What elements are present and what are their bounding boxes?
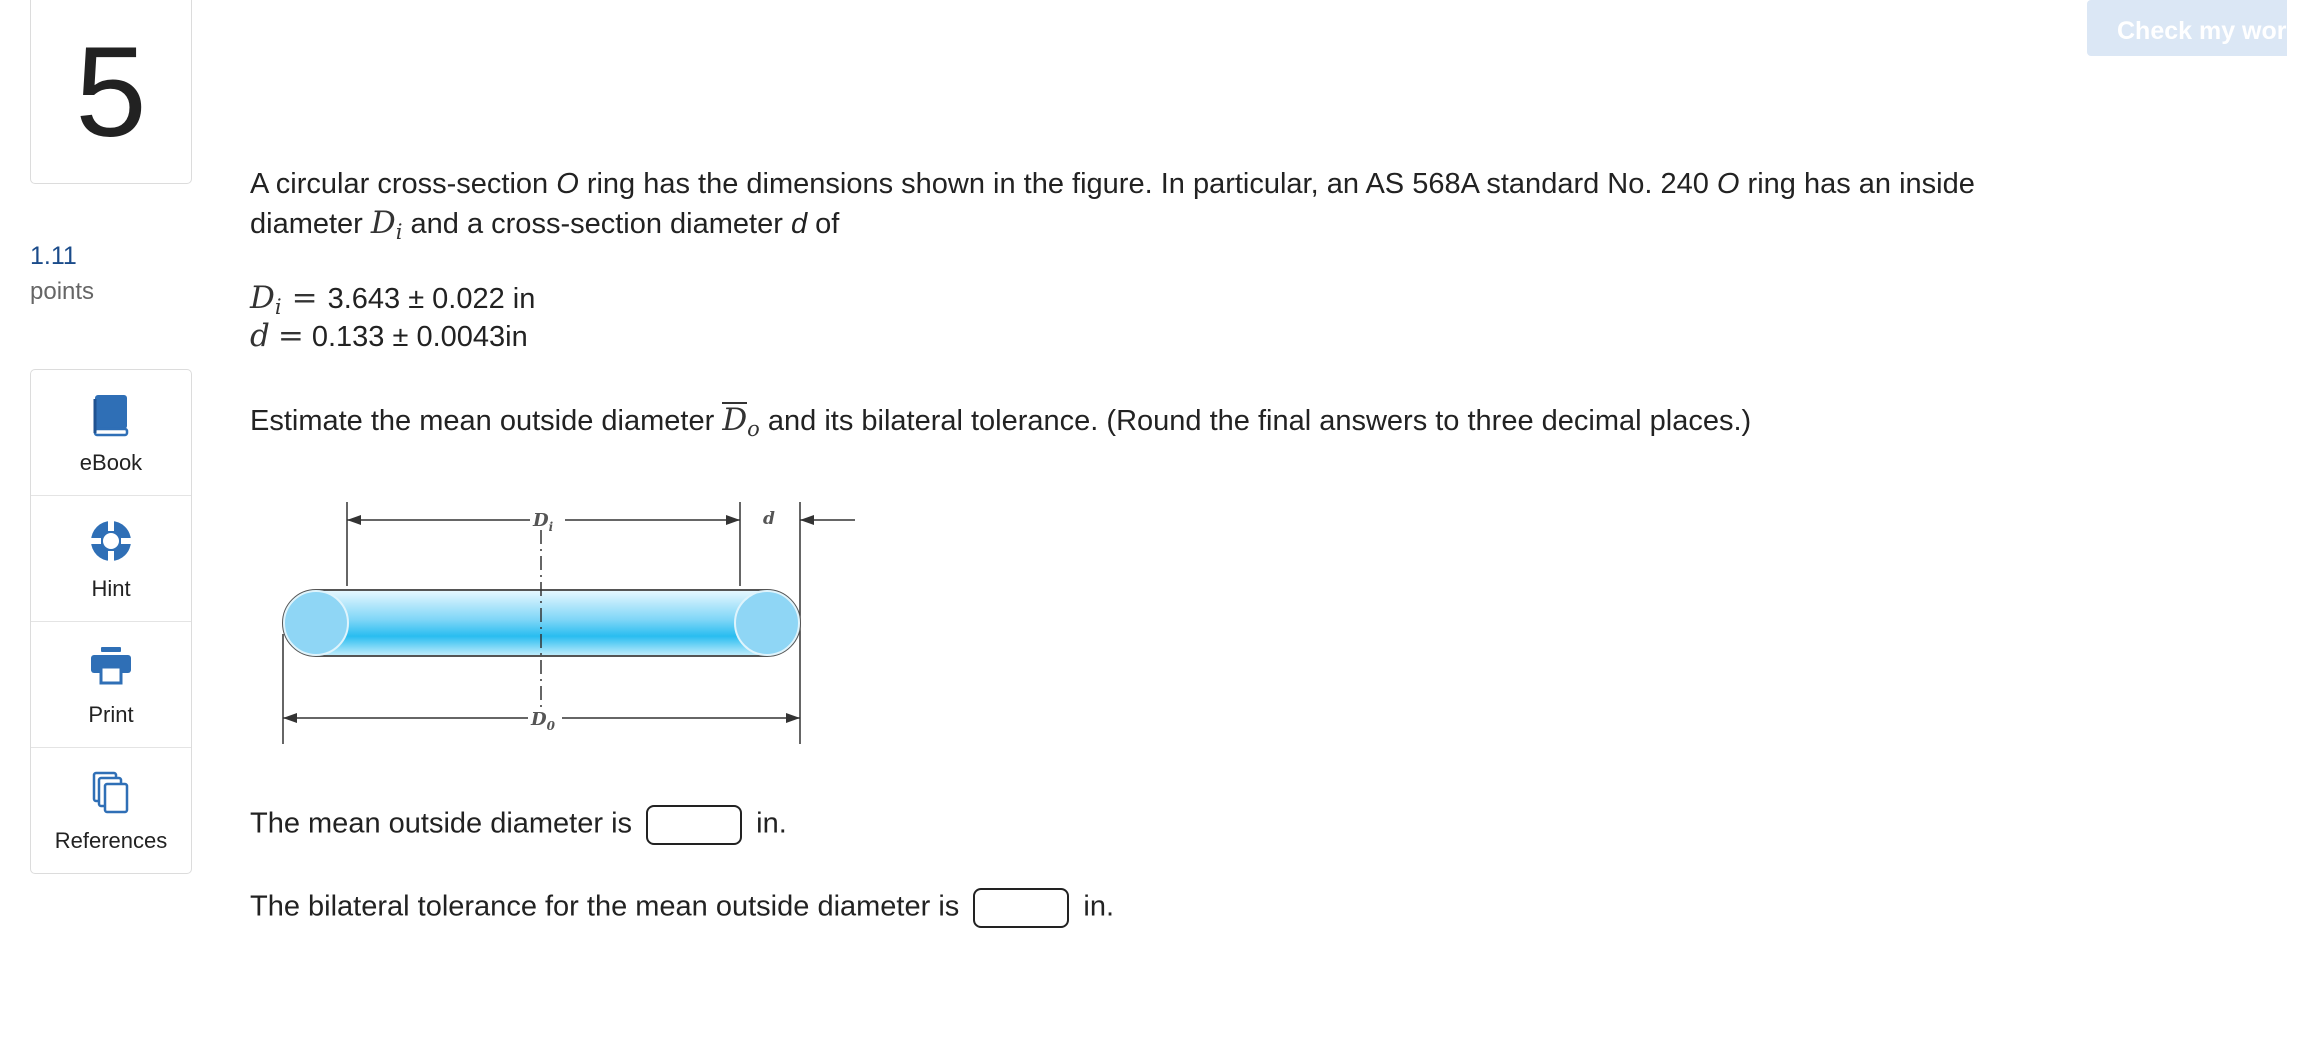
symbol-do: D xyxy=(722,402,748,438)
references-button[interactable] xyxy=(31,748,191,874)
ebook-button[interactable] xyxy=(31,370,191,496)
equals-sign: = xyxy=(291,280,318,316)
symbol-di-subscript: i xyxy=(395,220,403,244)
symbol-d: d xyxy=(790,208,808,240)
printer-icon xyxy=(88,644,134,690)
problem-text: A circular cross-section xyxy=(250,168,557,200)
problem-text: ring has the dimensions shown in the figure. In particular, an AS 568A standard No. 240 xyxy=(578,168,1717,200)
tolerance-label: The bilateral tolerance for the mean outside diameter is xyxy=(250,890,960,923)
tolerance-unit: in. xyxy=(1083,890,1115,923)
points-value: 1.11 xyxy=(30,242,77,270)
label-do: $D_0$ xyxy=(531,709,555,733)
print-button[interactable] xyxy=(31,622,191,748)
problem-statement-line-1 xyxy=(250,168,1975,201)
symbol-o: O xyxy=(1716,168,1740,200)
label-d: d xyxy=(763,509,775,529)
mean-unit: in. xyxy=(756,807,787,840)
d-value: 0.133 ± 0.0043in xyxy=(311,321,528,353)
tolerance-answer-row xyxy=(250,888,1114,928)
o-ring-right-section xyxy=(735,591,799,655)
points-label: points xyxy=(30,278,95,305)
problem-text: and its bilateral tolerance. (Round the final answers to three decimal places.) xyxy=(759,405,1752,437)
lifebuoy-icon xyxy=(88,518,134,564)
question-number: 5 xyxy=(75,21,147,164)
hint-button[interactable] xyxy=(31,496,191,622)
problem-text: of xyxy=(807,208,840,240)
estimate-instruction xyxy=(250,402,1751,441)
print-label: Print xyxy=(88,702,134,727)
tools-panel xyxy=(30,369,192,874)
ebook-label: eBook xyxy=(79,450,143,475)
symbol-di: D xyxy=(250,280,275,316)
arrowhead xyxy=(800,515,814,525)
mean-answer-row xyxy=(250,805,787,845)
given-di xyxy=(250,280,535,319)
arrowhead xyxy=(726,515,740,525)
symbol-d: d xyxy=(250,318,270,354)
problem-text: ring has an inside xyxy=(1739,168,1975,200)
symbol-di-subscript: i xyxy=(274,295,282,319)
symbol-do-subscript: o xyxy=(747,417,760,441)
references-label: References xyxy=(54,828,168,853)
problem-text: and a cross-section diameter xyxy=(402,208,791,240)
mean-label: The mean outside diameter is xyxy=(250,807,633,840)
check-my-work-button[interactable]: Check my work xyxy=(2087,0,2287,56)
equals-sign: = xyxy=(277,318,304,354)
problem-text: Estimate the mean outside diameter xyxy=(250,405,723,437)
o-ring-left-section xyxy=(284,591,348,655)
hint-label: Hint xyxy=(91,576,131,601)
arrowhead xyxy=(283,713,297,723)
book-icon xyxy=(88,392,134,438)
mean-outside-diameter-input[interactable] xyxy=(646,805,742,845)
arrowhead xyxy=(786,713,800,723)
problem-statement-line-2 xyxy=(250,205,839,244)
copy-documents-icon xyxy=(88,770,134,816)
question-number-card xyxy=(30,0,192,184)
symbol-di: D xyxy=(370,205,396,241)
arrowhead xyxy=(347,515,361,525)
problem-text: diameter xyxy=(250,208,371,240)
di-value: 3.643 ± 0.022 in xyxy=(327,283,536,315)
o-ring-figure xyxy=(275,494,875,759)
label-di: $D_i$ xyxy=(533,510,554,534)
bilateral-tolerance-input[interactable] xyxy=(973,888,1069,928)
given-d xyxy=(250,318,528,354)
symbol-o: O xyxy=(556,168,579,200)
